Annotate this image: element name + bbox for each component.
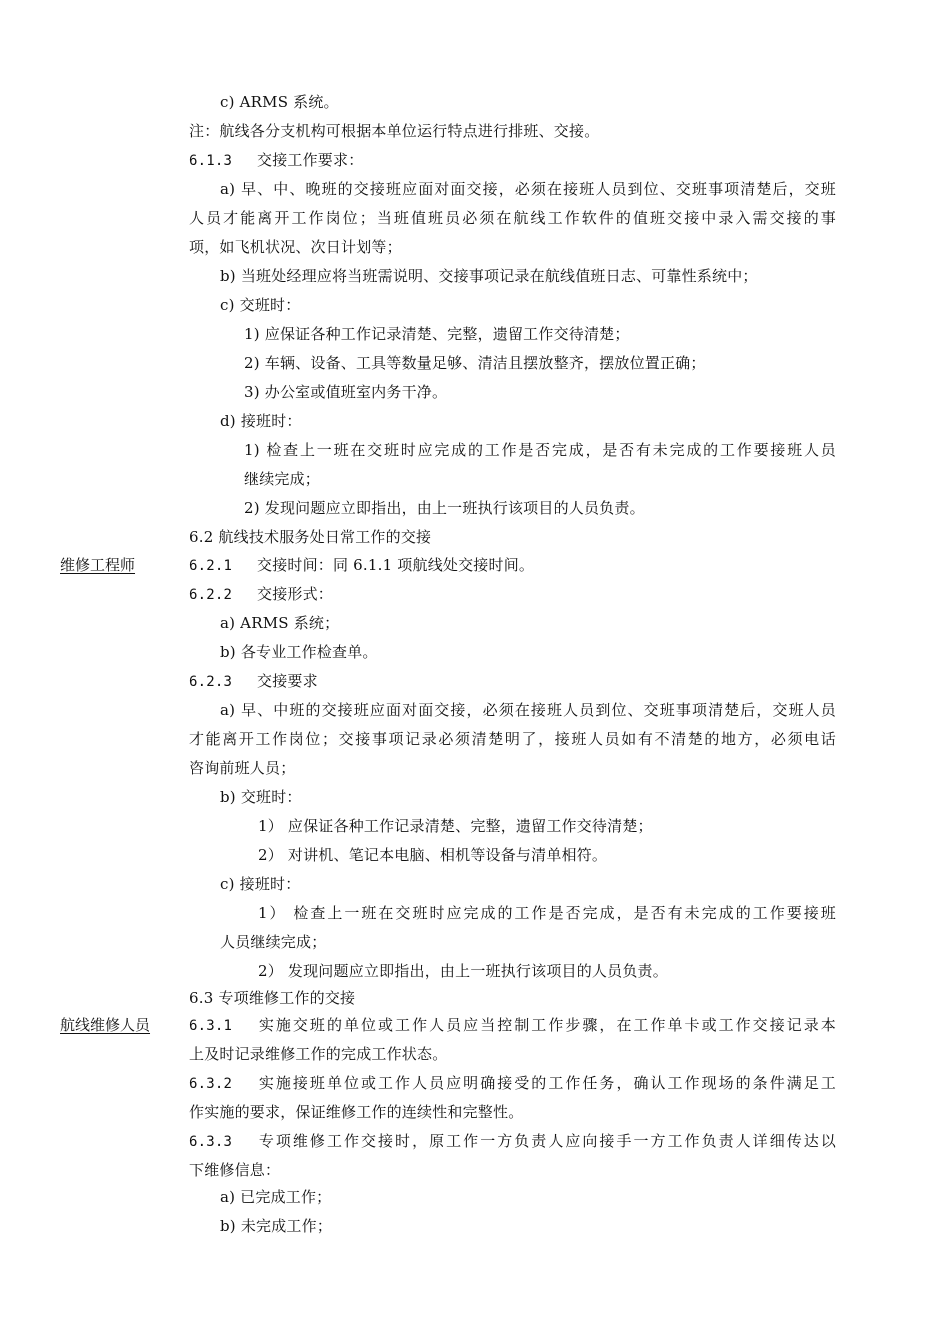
doc-line: 人员才能离开工作岗位；当班值班员必须在航线工作软件的值班交接中录入需交接的事 bbox=[189, 209, 836, 227]
section-heading-6-3: 6.3 专项维修工作的交接 bbox=[189, 989, 356, 1007]
doc-list-item: 1) 应保证各种工作记录清楚、完整，遗留工作交待清楚； bbox=[244, 325, 630, 343]
doc-list-item: 2) 发现问题应立即指出，由上一班执行该项目的人员负责。 bbox=[244, 499, 645, 517]
doc-line: 咨询前班人员； bbox=[189, 759, 296, 777]
doc-line: b) 交班时： bbox=[220, 788, 302, 806]
section-text: 实施交班的单位或工作人员应当控制工作步骤，在工作单卡或工作交接记录本 bbox=[257, 1016, 836, 1034]
doc-line: d) 接班时： bbox=[220, 412, 302, 430]
section-number: 6.2.2 bbox=[189, 587, 233, 603]
doc-line: a) 早、中、晚班的交接班应面对面交接，必须在接班人员到位、交班事项清楚后，交班 bbox=[220, 180, 836, 198]
doc-line: 人员继续完成； bbox=[220, 933, 327, 951]
doc-line: c) ARMS 系统。 bbox=[220, 93, 339, 111]
doc-line: 下维修信息： bbox=[189, 1161, 281, 1179]
section-heading-6-3-3 bbox=[189, 1131, 836, 1152]
doc-line: 才能离开工作岗位；交接事项记录必须清楚明了，接班人员如有不清楚的地方，必须电话 bbox=[189, 730, 836, 748]
section-heading-6-2-3 bbox=[189, 671, 318, 692]
doc-line: 继续完成； bbox=[244, 470, 321, 488]
section-number: 6.2.1 bbox=[189, 558, 233, 574]
doc-list-item: 2） 发现问题应立即指出，由上一班执行该项目的人员负责。 bbox=[258, 962, 668, 980]
doc-line: a) 已完成工作； bbox=[220, 1188, 332, 1206]
section-heading-6-3-1 bbox=[189, 1015, 836, 1036]
doc-line: 项，如飞机状况、次日计划等； bbox=[189, 238, 402, 256]
doc-list-item: 1) 检查上一班在交班时应完成的工作是否完成，是否有未完成的工作要接班人员 bbox=[244, 441, 836, 459]
margin-role-maintenance-engineer: 维修工程师 bbox=[60, 556, 136, 574]
section-title: 交接时间：同 6.1.1 项航线处交接时间。 bbox=[257, 556, 535, 574]
section-number: 6.3.1 bbox=[189, 1018, 233, 1034]
doc-line: b) 未完成工作； bbox=[220, 1217, 333, 1235]
doc-line: a) 早、中班的交接班应面对面交接，必须在接班人员到位、交班事项清楚后，交班人员 bbox=[220, 701, 836, 719]
doc-line: 作实施的要求，保证维修工作的连续性和完整性。 bbox=[189, 1103, 524, 1121]
section-title: 交接要求 bbox=[257, 672, 318, 690]
section-heading-6-2-1 bbox=[189, 555, 534, 576]
doc-line: b) 各专业工作检查单。 bbox=[220, 643, 378, 661]
doc-list-item: 2） 对讲机、笔记本电脑、相机等设备与清单相符。 bbox=[258, 846, 608, 864]
doc-list-item: 1） 检查上一班在交班时应完成的工作是否完成，是否有未完成的工作要接班 bbox=[258, 904, 836, 922]
section-heading-6-2-2 bbox=[189, 584, 333, 605]
section-title: 交接形式： bbox=[257, 585, 334, 603]
section-text: 实施接班单位或工作人员应明确接受的工作任务，确认工作现场的条件满足工 bbox=[257, 1074, 836, 1092]
doc-line: b) 当班处经理应将当班需说明、交接事项记录在航线值班日志、可靠性系统中； bbox=[220, 267, 758, 285]
doc-line: a) ARMS 系统； bbox=[220, 614, 340, 632]
section-heading-6-2: 6.2 航线技术服务处日常工作的交接 bbox=[189, 528, 432, 546]
doc-list-item: 3) 办公室或值班室内务干净。 bbox=[244, 383, 448, 401]
section-text: 专项维修工作交接时，原工作一方负责人应向接手一方工作负责人详细传达以 bbox=[257, 1132, 836, 1150]
doc-list-item: 2) 车辆、设备、工具等数量足够、清洁且摆放整齐，摆放位置正确； bbox=[244, 354, 706, 372]
doc-line: c) 接班时： bbox=[220, 875, 301, 893]
section-number: 6.2.3 bbox=[189, 674, 233, 690]
section-number: 6.1.3 bbox=[189, 153, 233, 169]
section-heading-6-3-2 bbox=[189, 1073, 836, 1094]
section-heading-6-1-3 bbox=[189, 150, 363, 171]
doc-line: 上及时记录维修工作的完成工作状态。 bbox=[189, 1045, 448, 1063]
section-title: 交接工作要求： bbox=[257, 151, 364, 169]
doc-list-item: 1） 应保证各种工作记录清楚、完整，遗留工作交待清楚； bbox=[258, 817, 653, 835]
section-number: 6.3.3 bbox=[189, 1134, 233, 1150]
doc-line: c) 交班时： bbox=[220, 296, 301, 314]
section-number: 6.3.2 bbox=[189, 1076, 233, 1092]
margin-role-line-maintenance-staff: 航线维修人员 bbox=[60, 1016, 151, 1034]
doc-note: 注：航线各分支机构可根据本单位运行特点进行排班、交接。 bbox=[189, 122, 600, 140]
